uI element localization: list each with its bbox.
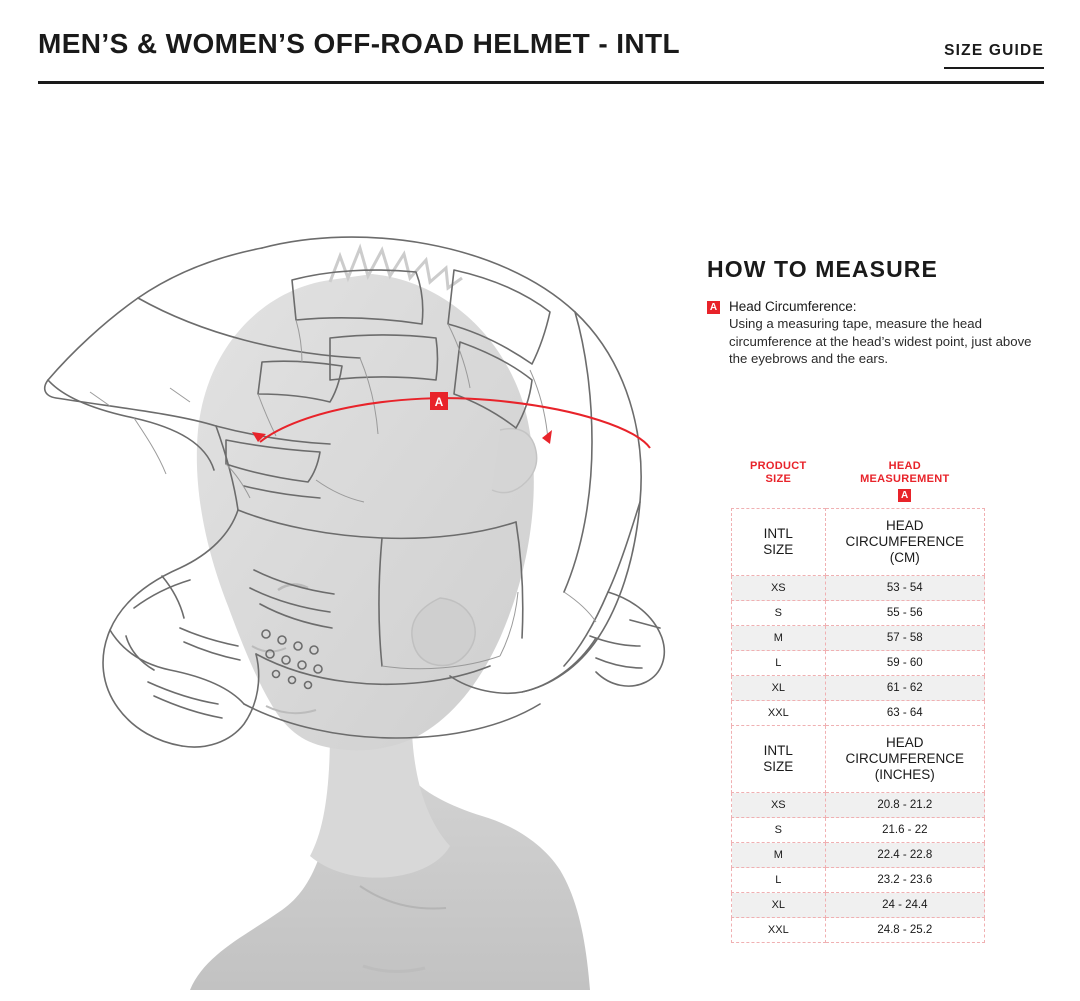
size-guide-label: SIZE GUIDE (944, 42, 1044, 59)
size-chart-table (731, 458, 985, 943)
cell-size: L (732, 868, 826, 893)
table-row (732, 651, 985, 676)
subheader-meas-inches-line2: (INCHES) (874, 767, 935, 782)
table-row (732, 868, 985, 893)
subheader-meas-inches (825, 726, 984, 793)
table-row (732, 918, 985, 943)
cell-size: XL (732, 893, 826, 918)
cell-measurement: 23.2 - 23.6 (825, 868, 984, 893)
head-silhouette (197, 274, 534, 750)
subheader-meas-cm-line2: (CM) (889, 550, 920, 565)
helmet-head-drawing (30, 130, 690, 990)
subheader-size-inches-line1: INTL (763, 743, 793, 758)
subheader-size-cm-line2: SIZE (763, 542, 794, 557)
cell-measurement: 63 - 64 (825, 701, 984, 726)
helmet-illustration (30, 130, 690, 990)
measure-text-block (729, 299, 1037, 368)
table-row (732, 626, 985, 651)
cell-size: XXL (732, 701, 826, 726)
cell-measurement: 57 - 58 (825, 626, 984, 651)
table-row (732, 818, 985, 843)
table-row (732, 893, 985, 918)
size-table-container (731, 458, 985, 943)
header-head-measurement-line2: MEASUREMENT (860, 473, 950, 485)
measurement-callout (430, 392, 448, 410)
table-row (732, 793, 985, 818)
table-header-row (732, 458, 985, 509)
cell-size: XXL (732, 918, 826, 943)
subheader-size-inches (732, 726, 826, 793)
cell-measurement: 24.8 - 25.2 (825, 918, 984, 943)
cell-measurement: 20.8 - 21.2 (825, 793, 984, 818)
subheader-size-cm-line1: INTL (763, 526, 793, 541)
cell-size: S (732, 601, 826, 626)
header-product-size (732, 458, 826, 509)
cell-size: XS (732, 576, 826, 601)
cell-measurement: 61 - 62 (825, 676, 984, 701)
cell-size: XL (732, 676, 826, 701)
cell-measurement: 53 - 54 (825, 576, 984, 601)
page-header (38, 22, 1044, 84)
cell-measurement: 55 - 56 (825, 601, 984, 626)
cell-size: XS (732, 793, 826, 818)
table-row (732, 601, 985, 626)
cell-measurement: 21.6 - 22 (825, 818, 984, 843)
subheader-meas-cm (825, 509, 984, 576)
cell-size: L (732, 651, 826, 676)
subheader-meas-inches-line1: HEAD CIRCUMFERENCE (845, 735, 965, 766)
cell-size: S (732, 818, 826, 843)
how-to-measure-title: HOW TO MEASURE (707, 256, 938, 282)
header-product-size-line2: SIZE (765, 473, 792, 485)
svg-text:A: A (434, 395, 444, 409)
measure-item-label: Head Circumference: (729, 299, 857, 314)
table-subheader-row-cm (732, 509, 985, 576)
cell-measurement: 24 - 24.4 (825, 893, 984, 918)
page-title: MEN’S & WOMEN’S OFF-ROAD HELMET - INTL (38, 28, 681, 59)
header-head-measurement-line1: HEAD (888, 460, 921, 472)
measure-item-head-circumference (707, 299, 1037, 368)
subheader-meas-cm-line1: HEAD CIRCUMFERENCE (845, 518, 965, 549)
table-row (732, 576, 985, 601)
measure-item-description: Using a measuring tape, measure the head circumference at the head’s widest point, just above the eyebrows and the ears. (729, 316, 1032, 366)
header-product-size-line1: PRODUCT (750, 460, 807, 472)
subheader-size-inches-line2: SIZE (763, 759, 794, 774)
table-row (732, 676, 985, 701)
table-row (732, 701, 985, 726)
table-subheader-row-inches (732, 726, 985, 793)
subheader-size-cm (732, 509, 826, 576)
measure-badge-a: A (707, 301, 720, 314)
cell-size: M (732, 843, 826, 868)
cell-size: M (732, 626, 826, 651)
table-row (732, 843, 985, 868)
header-badge-a: A (898, 489, 911, 502)
cell-measurement: 22.4 - 22.8 (825, 843, 984, 868)
header-head-measurement (825, 458, 984, 509)
cell-measurement: 59 - 60 (825, 651, 984, 676)
size-guide-heading (944, 42, 1044, 69)
how-to-measure-section (707, 256, 1037, 368)
